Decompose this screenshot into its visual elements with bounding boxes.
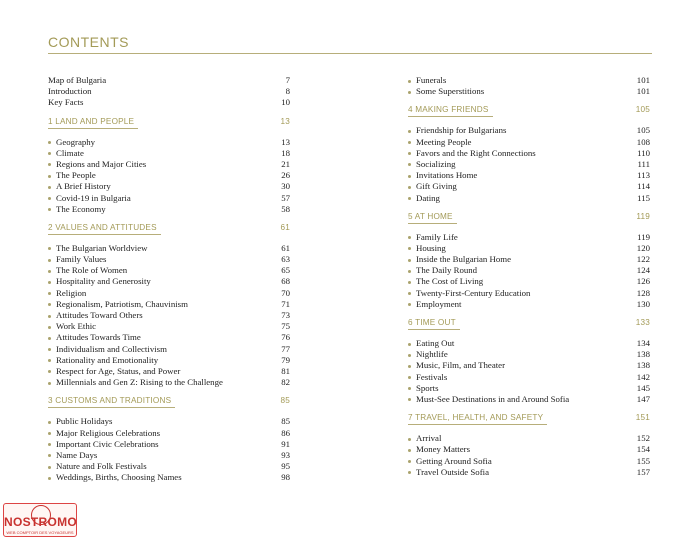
toc-item-page-number: 75 bbox=[281, 321, 290, 332]
toc-item-page-number: 134 bbox=[636, 338, 650, 348]
toc-item[interactable] bbox=[408, 137, 650, 148]
toc-item[interactable] bbox=[408, 159, 650, 170]
toc-item[interactable] bbox=[48, 461, 290, 472]
bullet-icon bbox=[408, 365, 411, 368]
watermark-brand: NOSTROMO bbox=[4, 515, 78, 529]
bullet-icon bbox=[408, 387, 411, 390]
toc-item-label: Name Days bbox=[56, 449, 98, 460]
toc-item-page-number: 7 bbox=[285, 75, 290, 85]
toc-item[interactable] bbox=[48, 416, 290, 427]
toc-item-label: Music, Film, and Theater bbox=[416, 360, 506, 371]
toc-item-page-number: 82 bbox=[281, 377, 290, 388]
toc-item-label: Nightlife bbox=[416, 349, 448, 360]
toc-item[interactable] bbox=[48, 159, 290, 170]
toc-item-page-number: 145 bbox=[636, 382, 650, 393]
toc-item[interactable] bbox=[48, 170, 290, 181]
section-title: 6 TIME OUT bbox=[408, 318, 460, 330]
contents-left-column bbox=[48, 75, 290, 483]
toc-item[interactable] bbox=[48, 428, 290, 439]
toc-item[interactable] bbox=[48, 472, 290, 483]
toc-item-page-number: 119 bbox=[637, 231, 650, 242]
toc-item-page-number: 126 bbox=[636, 276, 650, 287]
toc-item-label: Climate bbox=[56, 147, 84, 158]
toc-item-label: Religion bbox=[56, 287, 87, 298]
toc-item-page-number: 108 bbox=[636, 136, 650, 147]
bullet-icon bbox=[48, 477, 51, 480]
bullet-icon bbox=[408, 247, 411, 250]
toc-item-label: Major Religious Celebrations bbox=[56, 427, 161, 438]
toc-item-label: Respect for Age, Status, and Power bbox=[56, 365, 181, 376]
toc-item-label: Rationality and Emotionality bbox=[56, 354, 159, 365]
toc-item[interactable] bbox=[408, 181, 650, 192]
toc-item-label: Twenty-First-Century Education bbox=[416, 287, 531, 298]
section-title: 2 VALUES AND ATTITUDES bbox=[48, 223, 161, 235]
toc-item-page-number: 68 bbox=[281, 276, 290, 287]
toc-item[interactable] bbox=[408, 433, 650, 444]
section-heading[interactable] bbox=[48, 115, 290, 133]
toc-item-label: Individualism and Collectivism bbox=[56, 343, 167, 354]
toc-item-page-number: 157 bbox=[636, 466, 650, 477]
toc-item-label: The Role of Women bbox=[56, 265, 128, 276]
bullet-icon bbox=[48, 337, 51, 340]
toc-item-label: Regionalism, Patriotism, Chauvinism bbox=[56, 298, 188, 309]
bullet-icon bbox=[48, 175, 51, 178]
toc-item-page-number: 63 bbox=[281, 254, 290, 265]
bullet-icon bbox=[408, 259, 411, 262]
toc-item-page-number: 76 bbox=[281, 332, 290, 343]
toc-item[interactable] bbox=[408, 383, 650, 394]
bullet-icon bbox=[48, 348, 51, 351]
toc-item-label: Attitudes Towards Time bbox=[56, 332, 141, 343]
section-page-number: 85 bbox=[280, 396, 290, 406]
toc-item-label: A Brief History bbox=[56, 181, 111, 192]
toc-item-page-number: 18 bbox=[281, 147, 290, 158]
toc-item[interactable] bbox=[408, 193, 650, 204]
bullet-icon bbox=[48, 315, 51, 318]
toc-item[interactable] bbox=[48, 450, 290, 461]
toc-item-page-number: 115 bbox=[637, 192, 650, 203]
toc-item-page-number: 114 bbox=[637, 181, 650, 192]
bullet-icon bbox=[48, 197, 51, 200]
toc-item[interactable] bbox=[408, 265, 650, 276]
bullet-icon bbox=[408, 343, 411, 346]
toc-item[interactable] bbox=[408, 243, 650, 254]
toc-item-page-number: 10 bbox=[281, 97, 290, 108]
toc-item-label: Employment bbox=[416, 298, 462, 309]
bullet-icon bbox=[408, 376, 411, 379]
toc-item[interactable] bbox=[48, 321, 290, 332]
toc-item-page-number: 111 bbox=[637, 158, 650, 169]
toc-item[interactable] bbox=[48, 299, 290, 310]
toc-item-page-number: 8 bbox=[285, 86, 290, 97]
bullet-icon bbox=[48, 186, 51, 189]
bullet-icon bbox=[48, 382, 51, 385]
toc-item-label: Regions and Major Cities bbox=[56, 158, 147, 169]
bullet-icon bbox=[408, 236, 411, 239]
section-page-number: 105 bbox=[635, 105, 650, 115]
toc-item-label: Nature and Folk Festivals bbox=[56, 461, 147, 472]
toc-item-page-number: 98 bbox=[281, 472, 290, 483]
toc-item[interactable] bbox=[48, 254, 290, 265]
toc-item[interactable] bbox=[408, 394, 650, 405]
toc-item[interactable] bbox=[48, 355, 290, 366]
toc-item-label: The Economy bbox=[56, 203, 106, 214]
toc-item-label: Attitudes Toward Others bbox=[56, 310, 143, 320]
section-page-number: 151 bbox=[635, 413, 650, 423]
bullet-icon bbox=[48, 454, 51, 457]
toc-item-label: Inside the Bulgarian Home bbox=[416, 254, 512, 265]
toc-item[interactable] bbox=[408, 148, 650, 159]
toc-item-label: Invitations Home bbox=[416, 170, 478, 181]
toc-item-page-number: 21 bbox=[281, 158, 290, 169]
toc-item-label: Hospitality and Generosity bbox=[56, 276, 151, 287]
section-heading[interactable] bbox=[408, 316, 650, 334]
bullet-icon bbox=[48, 370, 51, 373]
toc-item[interactable] bbox=[408, 444, 650, 455]
toc-item-page-number: 73 bbox=[281, 310, 290, 320]
toc-item-label: Festivals bbox=[416, 371, 448, 382]
section-page-number: 61 bbox=[280, 222, 290, 232]
toc-item[interactable] bbox=[408, 288, 650, 299]
toc-item-page-number: 138 bbox=[636, 360, 650, 371]
toc-item-page-number: 26 bbox=[281, 170, 290, 181]
toc-item-label: Friendship for Bulgarians bbox=[416, 125, 507, 136]
bullet-icon bbox=[408, 354, 411, 357]
toc-item-page-number: 122 bbox=[636, 254, 650, 265]
toc-item[interactable] bbox=[48, 377, 290, 388]
toc-item-label: Money Matters bbox=[416, 444, 470, 455]
bullet-icon bbox=[48, 443, 51, 446]
toc-item[interactable] bbox=[408, 299, 650, 310]
bullet-icon bbox=[408, 292, 411, 295]
toc-item-page-number: 105 bbox=[636, 125, 650, 136]
toc-item-page-number: 95 bbox=[281, 461, 290, 472]
toc-item-label: Geography bbox=[56, 136, 96, 147]
bullet-icon bbox=[408, 471, 411, 474]
toc-item-page-number: 58 bbox=[281, 203, 290, 214]
bullet-icon bbox=[48, 208, 51, 211]
section-title: 1 LAND AND PEOPLE bbox=[48, 117, 138, 129]
bullet-icon bbox=[408, 438, 411, 441]
bullet-icon bbox=[408, 175, 411, 178]
toc-item-label: Some Superstitions bbox=[416, 86, 485, 97]
toc-item[interactable] bbox=[408, 125, 650, 136]
toc-item[interactable] bbox=[48, 366, 290, 377]
toc-item-label: Introduction bbox=[48, 86, 92, 97]
toc-item-page-number: 155 bbox=[636, 455, 650, 466]
toc-item[interactable] bbox=[48, 276, 290, 287]
bullet-icon bbox=[408, 163, 411, 166]
toc-item-page-number: 120 bbox=[636, 242, 650, 253]
bullet-icon bbox=[408, 152, 411, 155]
toc-item-label: Favors and the Right Connections bbox=[416, 147, 536, 158]
section-page-number: 133 bbox=[635, 318, 650, 327]
toc-item[interactable] bbox=[408, 456, 650, 467]
toc-item-label: Funerals bbox=[416, 75, 447, 85]
toc-item-label: Dating bbox=[416, 192, 440, 203]
toc-item-page-number: 128 bbox=[636, 287, 650, 298]
watermark-tagline: WEB COMPTOIR DES VOYAGEURS bbox=[6, 530, 74, 535]
section-heading[interactable] bbox=[408, 210, 650, 228]
toc-item-label: Travel Outside Sofia bbox=[416, 466, 489, 477]
bullet-icon bbox=[408, 398, 411, 401]
toc-item-label: Important Civic Celebrations bbox=[56, 438, 159, 449]
toc-item-page-number: 154 bbox=[636, 444, 650, 455]
bullet-icon bbox=[408, 449, 411, 452]
bullet-icon bbox=[408, 80, 411, 83]
toc-item[interactable] bbox=[48, 243, 290, 254]
toc-item-label: Family Life bbox=[416, 231, 458, 242]
toc-item-label: Millennials and Gen Z: Rising to the Challenge bbox=[56, 377, 223, 388]
section-heading[interactable] bbox=[408, 103, 650, 121]
toc-item-label: Must-See Destinations in and Around Sofia bbox=[416, 393, 570, 404]
toc-item-label: The People bbox=[56, 170, 96, 181]
bullet-icon bbox=[408, 91, 411, 94]
toc-item-page-number: 130 bbox=[636, 298, 650, 309]
toc-item[interactable] bbox=[408, 360, 650, 371]
toc-item-label: The Cost of Living bbox=[416, 276, 484, 287]
toc-item-page-number: 147 bbox=[636, 393, 650, 404]
toc-item-page-number: 70 bbox=[281, 287, 290, 298]
toc-item-label: Weddings, Births, Choosing Names bbox=[56, 472, 182, 483]
bullet-icon bbox=[48, 247, 51, 250]
bullet-icon bbox=[408, 130, 411, 133]
bullet-icon bbox=[48, 359, 51, 362]
toc-front-matter-item[interactable] bbox=[48, 86, 290, 97]
toc-item[interactable] bbox=[48, 288, 290, 299]
nostromo-watermark-logo bbox=[3, 503, 77, 537]
toc-item-page-number: 61 bbox=[281, 242, 290, 253]
bullet-icon bbox=[48, 466, 51, 469]
section-heading[interactable] bbox=[408, 411, 650, 429]
toc-item-page-number: 124 bbox=[636, 265, 650, 276]
toc-item[interactable] bbox=[408, 372, 650, 383]
toc-item-page-number: 93 bbox=[281, 449, 290, 460]
toc-item-page-number: 77 bbox=[281, 343, 290, 354]
toc-item[interactable] bbox=[408, 232, 650, 243]
bullet-icon bbox=[48, 281, 51, 284]
toc-item-label: Key Facts bbox=[48, 97, 84, 108]
title-divider bbox=[48, 53, 652, 54]
bullet-icon bbox=[48, 270, 51, 273]
toc-item-page-number: 101 bbox=[636, 75, 650, 85]
toc-item[interactable] bbox=[408, 170, 650, 181]
toc-item-page-number: 79 bbox=[281, 354, 290, 365]
bullet-icon bbox=[48, 303, 51, 306]
toc-item-page-number: 30 bbox=[281, 181, 290, 192]
toc-item-page-number: 81 bbox=[281, 365, 290, 376]
toc-item-label: Arrival bbox=[416, 433, 442, 444]
toc-item[interactable] bbox=[48, 148, 290, 159]
toc-item-page-number: 65 bbox=[281, 265, 290, 276]
toc-front-matter-item[interactable] bbox=[48, 75, 290, 86]
page-title: CONTENTS bbox=[48, 34, 129, 50]
bullet-icon bbox=[408, 141, 411, 144]
toc-item-label: Sports bbox=[416, 382, 439, 393]
bullet-icon bbox=[408, 303, 411, 306]
toc-item-label: Covid-19 in Bulgaria bbox=[56, 192, 131, 203]
bullet-icon bbox=[408, 270, 411, 273]
bullet-icon bbox=[48, 421, 51, 424]
toc-item-page-number: 57 bbox=[281, 192, 290, 203]
toc-item-label: Meeting People bbox=[416, 136, 472, 147]
toc-item[interactable] bbox=[408, 338, 650, 349]
bullet-icon bbox=[408, 281, 411, 284]
toc-item-page-number: 91 bbox=[281, 438, 290, 449]
toc-item-label: Family Values bbox=[56, 254, 107, 265]
toc-item-label: Getting Around Sofia bbox=[416, 455, 492, 466]
toc-item-page-number: 138 bbox=[636, 349, 650, 360]
toc-item-page-number: 13 bbox=[281, 136, 290, 147]
toc-item-label: The Daily Round bbox=[416, 265, 478, 276]
section-title: 5 AT HOME bbox=[408, 212, 457, 224]
toc-item-label: Work Ethic bbox=[56, 321, 97, 332]
toc-item-page-number: 101 bbox=[636, 86, 650, 97]
toc-item-page-number: 86 bbox=[281, 427, 290, 438]
toc-item[interactable] bbox=[48, 265, 290, 276]
toc-item[interactable] bbox=[408, 276, 650, 287]
toc-item[interactable] bbox=[48, 310, 290, 321]
toc-item-label: The Bulgarian Worldview bbox=[56, 242, 148, 253]
toc-item-label: Gift Giving bbox=[416, 181, 457, 192]
toc-item-page-number: 152 bbox=[636, 433, 650, 444]
contents-right-column bbox=[408, 75, 650, 478]
toc-item[interactable] bbox=[48, 204, 290, 215]
toc-front-matter-item[interactable] bbox=[48, 97, 290, 108]
toc-item[interactable] bbox=[48, 344, 290, 355]
toc-item-label: Housing bbox=[416, 242, 446, 253]
toc-item-page-number: 113 bbox=[637, 170, 650, 181]
bullet-icon bbox=[48, 326, 51, 329]
toc-item-page-number: 142 bbox=[636, 371, 650, 382]
toc-item-label: Map of Bulgaria bbox=[48, 75, 107, 85]
bullet-icon bbox=[48, 292, 51, 295]
toc-item[interactable] bbox=[48, 137, 290, 148]
section-title: 4 MAKING FRIENDS bbox=[408, 105, 493, 117]
toc-item-label: Eating Out bbox=[416, 338, 455, 348]
bullet-icon bbox=[48, 163, 51, 166]
toc-item-label: Public Holidays bbox=[56, 416, 113, 427]
bullet-icon bbox=[48, 259, 51, 262]
toc-item[interactable] bbox=[408, 75, 650, 86]
section-page-number: 119 bbox=[636, 211, 650, 221]
bullet-icon bbox=[408, 186, 411, 189]
toc-item[interactable] bbox=[48, 332, 290, 343]
toc-item[interactable] bbox=[408, 254, 650, 265]
toc-item[interactable] bbox=[48, 181, 290, 192]
toc-item[interactable] bbox=[48, 439, 290, 450]
toc-item-page-number: 71 bbox=[281, 298, 290, 309]
toc-item-page-number: 110 bbox=[637, 147, 650, 158]
toc-item[interactable] bbox=[408, 86, 650, 97]
section-heading[interactable] bbox=[48, 221, 290, 239]
toc-item-page-number: 85 bbox=[281, 416, 290, 427]
section-title: 7 TRAVEL, HEALTH, AND SAFETY bbox=[408, 413, 547, 425]
toc-item[interactable] bbox=[408, 467, 650, 478]
bullet-icon bbox=[408, 460, 411, 463]
bullet-icon bbox=[48, 152, 51, 155]
toc-item[interactable] bbox=[48, 193, 290, 204]
toc-item[interactable] bbox=[408, 349, 650, 360]
bullet-icon bbox=[408, 197, 411, 200]
bullet-icon bbox=[48, 141, 51, 144]
section-title: 3 CUSTOMS AND TRADITIONS bbox=[48, 396, 175, 408]
section-heading[interactable] bbox=[48, 394, 290, 412]
section-page-number: 13 bbox=[280, 116, 290, 126]
bullet-icon bbox=[48, 432, 51, 435]
toc-item-label: Socializing bbox=[416, 158, 456, 169]
